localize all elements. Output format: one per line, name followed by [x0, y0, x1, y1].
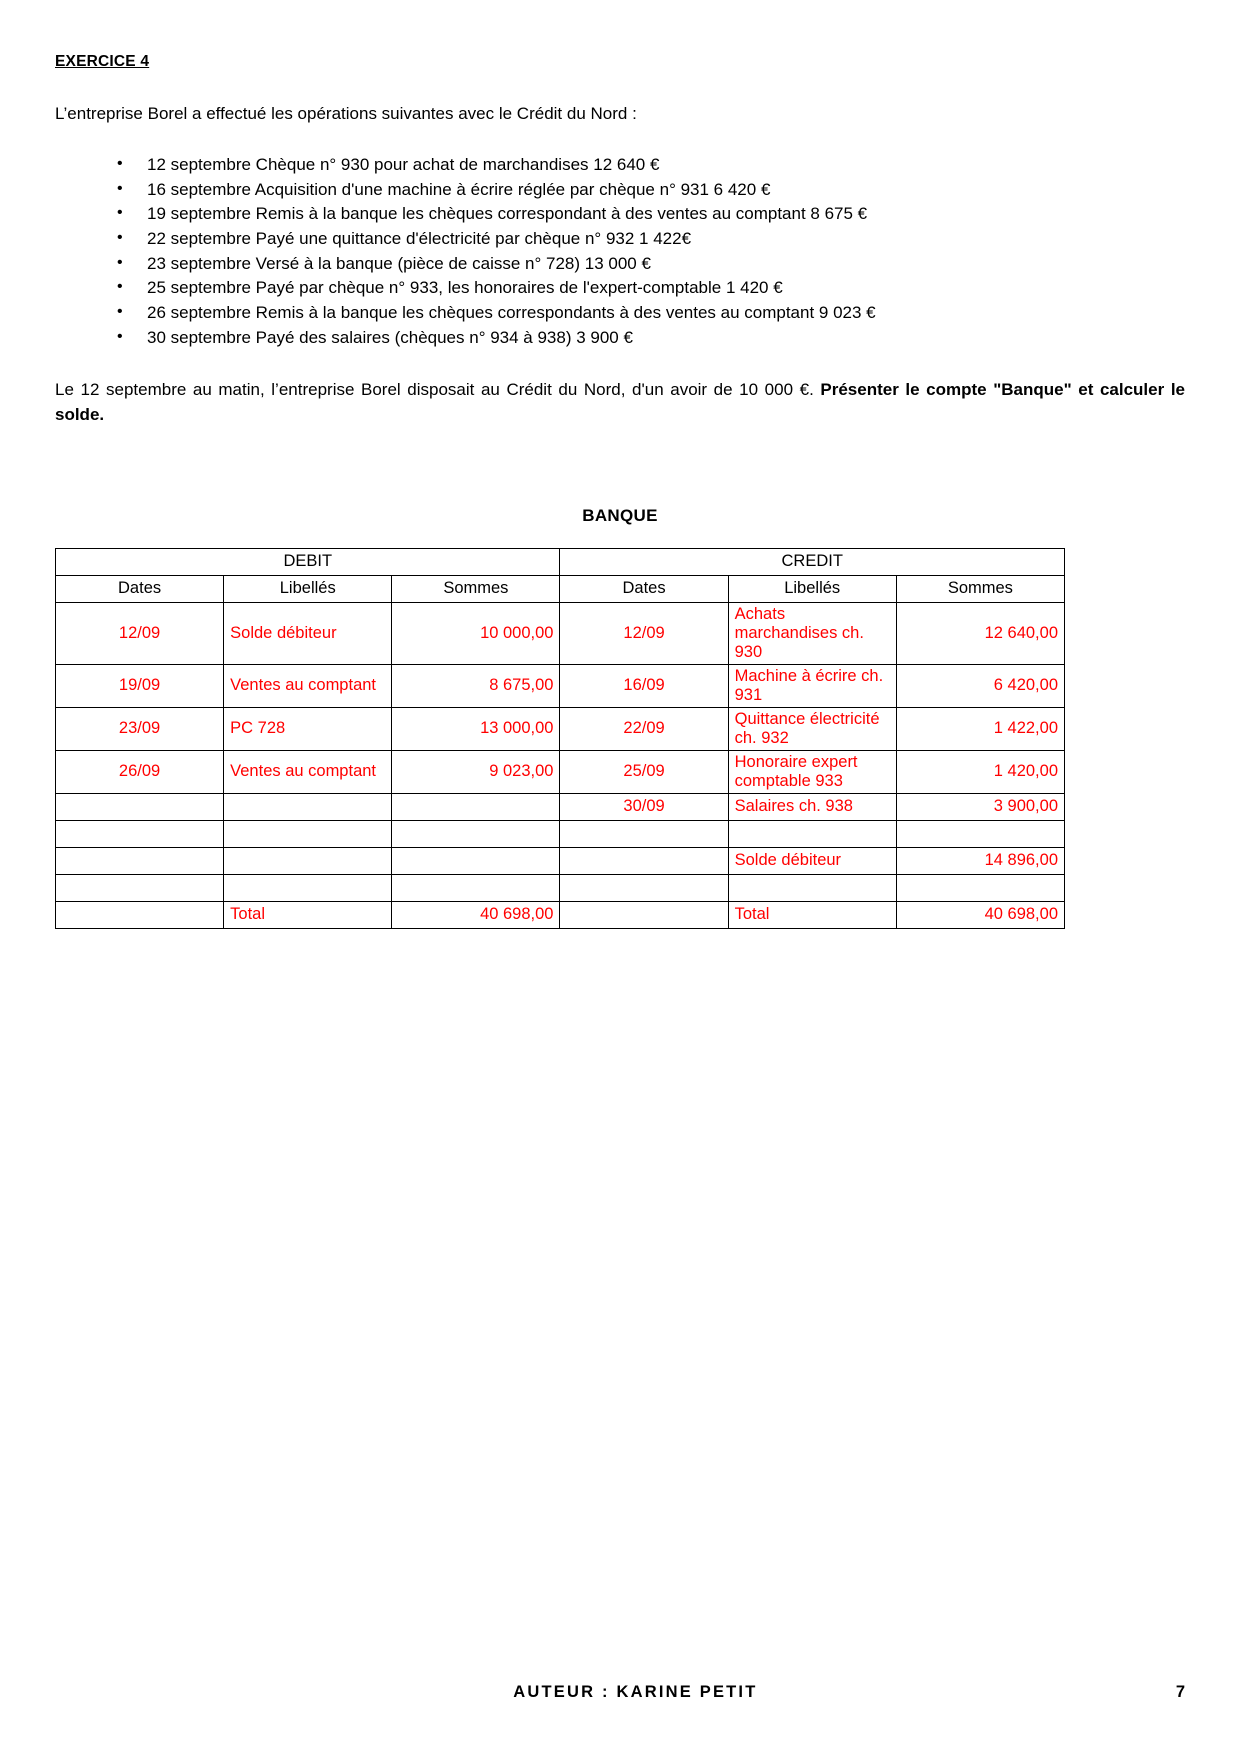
debit-date — [56, 820, 224, 847]
solde-label: Solde débiteur — [728, 847, 896, 874]
table-row — [56, 793, 1065, 820]
credit-libelle — [728, 820, 896, 847]
column-header-credit-sommes: Sommes — [896, 575, 1064, 602]
list-item: • 23 septembre Versé à la banque (pièce de caisse n° 728) 13 000 € — [117, 252, 1185, 277]
column-header-debit-libelles: Libellés — [224, 575, 392, 602]
column-header-debit-dates: Dates — [56, 575, 224, 602]
debit-libelle — [224, 847, 392, 874]
table-row — [56, 707, 1065, 750]
list-item: • 30 septembre Payé des salaires (chèques n° 934 à 938) 3 900 € — [117, 326, 1185, 351]
table-row — [56, 602, 1065, 664]
credit-date — [560, 847, 728, 874]
debit-somme: 9 023,00 — [392, 750, 560, 793]
debit-date: 26/09 — [56, 750, 224, 793]
total-debit-label: Total — [224, 901, 392, 928]
group-header-debit: DEBIT — [56, 548, 560, 575]
debit-date: 19/09 — [56, 664, 224, 707]
table-total-row — [56, 901, 1065, 928]
table-row — [56, 664, 1065, 707]
debit-date — [56, 874, 224, 901]
debit-somme — [392, 874, 560, 901]
credit-somme: 6 420,00 — [896, 664, 1064, 707]
debit-libelle: PC 728 — [224, 707, 392, 750]
table-row — [56, 820, 1065, 847]
total-credit-date — [560, 901, 728, 928]
list-item: • 22 septembre Payé une quittance d'électricité par chèque n° 932 1 422€ — [117, 227, 1185, 252]
debit-somme: 13 000,00 — [392, 707, 560, 750]
closing-instruction: Présenter le compte "Banque" et calculer le solde. — [55, 380, 1185, 424]
column-header-debit-sommes: Sommes — [392, 575, 560, 602]
solde-value: 14 896,00 — [896, 847, 1064, 874]
closing-paragraph — [55, 378, 1185, 427]
closing-text: Le 12 septembre au matin, l’entreprise Borel disposait au Crédit du Nord, d'un avoir de 10 000 €. — [55, 380, 821, 400]
debit-somme — [392, 793, 560, 820]
credit-libelle — [728, 874, 896, 901]
credit-somme: 3 900,00 — [896, 793, 1064, 820]
column-header-credit-libelles: Libellés — [728, 575, 896, 602]
debit-libelle — [224, 874, 392, 901]
banque-account-table — [55, 548, 1065, 929]
credit-somme: 1 420,00 — [896, 750, 1064, 793]
debit-date — [56, 847, 224, 874]
credit-somme: 1 422,00 — [896, 707, 1064, 750]
credit-somme: 12 640,00 — [896, 602, 1064, 664]
credit-libelle: Machine à écrire ch. 931 — [728, 664, 896, 707]
credit-libelle: Salaires ch. 938 — [728, 793, 896, 820]
debit-date: 12/09 — [56, 602, 224, 664]
footer-page-number: 7 — [1175, 1683, 1185, 1701]
group-header-credit: CREDIT — [560, 548, 1065, 575]
table-column-header-row — [56, 575, 1065, 602]
debit-somme: 10 000,00 — [392, 602, 560, 664]
credit-libelle: Honoraire expert comptable 933 — [728, 750, 896, 793]
credit-somme — [896, 820, 1064, 847]
credit-date — [560, 820, 728, 847]
credit-date: 30/09 — [560, 793, 728, 820]
debit-libelle — [224, 820, 392, 847]
list-item: • 16 septembre Acquisition d'une machine à écrire réglée par chèque n° 931 6 420 € — [117, 178, 1185, 203]
credit-libelle: Achats marchandises ch. 930 — [728, 602, 896, 664]
credit-somme — [896, 874, 1064, 901]
debit-somme — [392, 847, 560, 874]
list-item: • 26 septembre Remis à la banque les chèques correspondants à des ventes au comptant 9 023 € — [117, 301, 1185, 326]
credit-date — [560, 874, 728, 901]
debit-somme: 8 675,00 — [392, 664, 560, 707]
table-group-header-row — [56, 548, 1065, 575]
intro-paragraph: L’entreprise Borel a effectué les opérations suivantes avec le Crédit du Nord : — [55, 104, 637, 123]
footer-author: AUTEUR : KARINE PETIT — [513, 1683, 758, 1701]
table-caption: BANQUE — [582, 505, 658, 525]
column-header-credit-dates: Dates — [560, 575, 728, 602]
credit-date: 16/09 — [560, 664, 728, 707]
total-debit-value: 40 698,00 — [392, 901, 560, 928]
total-credit-value: 40 698,00 — [896, 901, 1064, 928]
table-row-solde — [56, 847, 1065, 874]
table-row — [56, 874, 1065, 901]
credit-date: 12/09 — [560, 602, 728, 664]
debit-libelle: Solde débiteur — [224, 602, 392, 664]
debit-libelle — [224, 793, 392, 820]
total-debit-date — [56, 901, 224, 928]
credit-libelle: Quittance électricité ch. 932 — [728, 707, 896, 750]
debit-libelle: Ventes au comptant — [224, 750, 392, 793]
table-row — [56, 750, 1065, 793]
page-footer — [55, 1683, 1185, 1702]
page-title: EXERCICE 4 — [55, 53, 150, 70]
credit-date: 22/09 — [560, 707, 728, 750]
debit-libelle: Ventes au comptant — [224, 664, 392, 707]
debit-date — [56, 793, 224, 820]
list-item: • 25 septembre Payé par chèque n° 933, les honoraires de l'expert-comptable 1 420 € — [117, 276, 1185, 301]
operations-list — [55, 153, 1185, 350]
list-item: • 12 septembre Chèque n° 930 pour achat de marchandises 12 640 € — [117, 153, 1185, 178]
debit-date: 23/09 — [56, 707, 224, 750]
debit-somme — [392, 820, 560, 847]
list-item: • 19 septembre Remis à la banque les chèques correspondant à des ventes au comptant 8 675 € — [117, 202, 1185, 227]
credit-date: 25/09 — [560, 750, 728, 793]
total-credit-label: Total — [728, 901, 896, 928]
